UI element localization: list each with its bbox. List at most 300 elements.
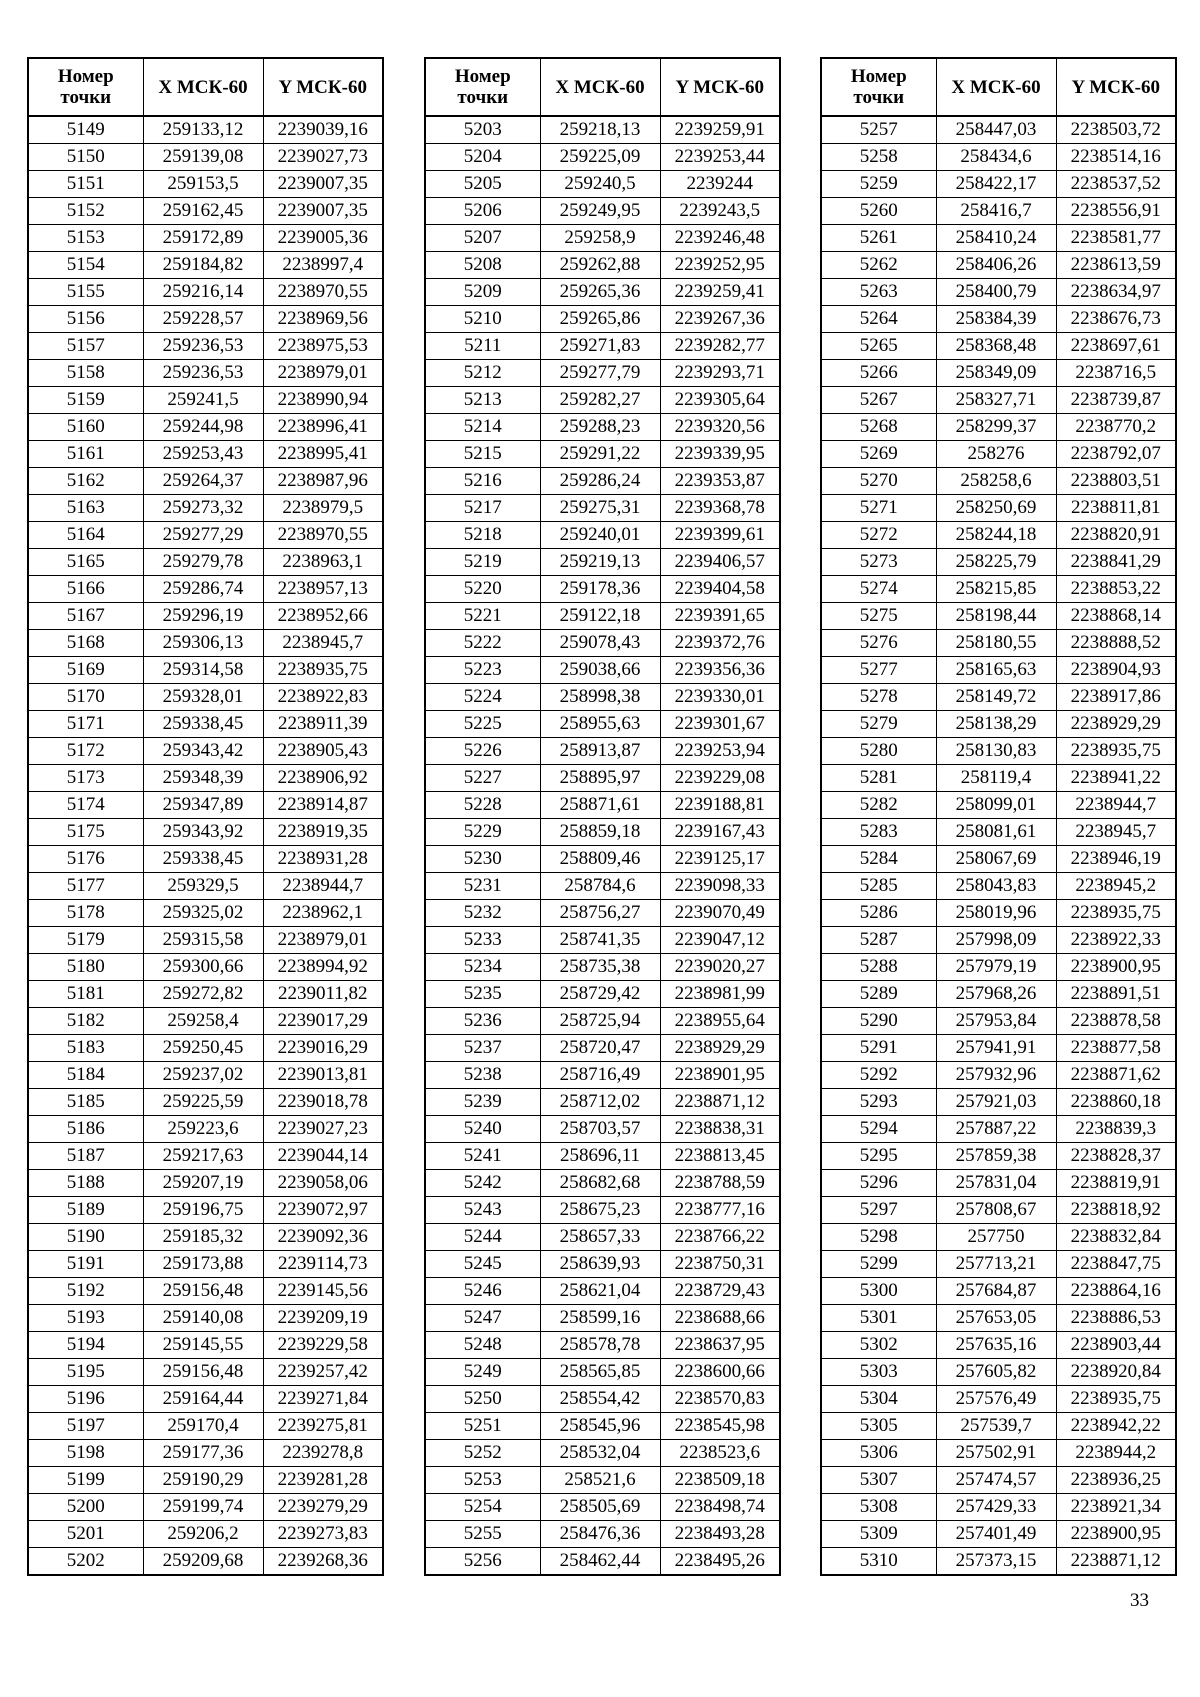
point-number-cell: 5203 [425,116,540,144]
x-coordinate-cell: 259225,59 [143,1089,263,1116]
y-coordinate-cell: 2238803,51 [1056,468,1176,495]
table-row [425,522,780,549]
table-row [821,360,1176,387]
y-coordinate-cell: 2239005,36 [263,225,383,252]
table-row [821,1386,1176,1413]
table-row [821,630,1176,657]
y-coordinate-cell: 2239257,42 [263,1359,383,1386]
table-row [821,1359,1176,1386]
table-row [425,1467,780,1494]
table-row [821,1548,1176,1576]
point-number-cell: 5188 [28,1170,143,1197]
x-coordinate-cell: 259078,43 [540,630,660,657]
x-coordinate-cell: 259277,29 [143,522,263,549]
point-number-cell: 5153 [28,225,143,252]
x-coordinate-cell: 258276 [936,441,1056,468]
y-coordinate-cell: 2238935,75 [1056,1386,1176,1413]
y-coordinate-cell: 2238498,74 [660,1494,780,1521]
x-coordinate-cell: 257941,91 [936,1035,1056,1062]
point-number-cell: 5281 [821,765,936,792]
table-row [28,981,383,1008]
y-coordinate-cell: 2239278,8 [263,1440,383,1467]
x-coordinate-cell: 258696,11 [540,1143,660,1170]
y-coordinate-cell: 2238997,4 [263,252,383,279]
x-coordinate-cell: 259237,02 [143,1062,263,1089]
point-number-cell: 5265 [821,333,936,360]
x-coordinate-cell: 258422,17 [936,171,1056,198]
y-coordinate-cell: 2238792,07 [1056,441,1176,468]
y-coordinate-cell: 2239047,12 [660,927,780,954]
x-coordinate-cell: 259196,75 [143,1197,263,1224]
y-coordinate-cell: 2239016,29 [263,1035,383,1062]
point-number-cell: 5233 [425,927,540,954]
x-coordinate-cell: 258657,33 [540,1224,660,1251]
point-number-cell: 5245 [425,1251,540,1278]
point-number-cell: 5190 [28,1224,143,1251]
table-row [425,900,780,927]
y-coordinate-cell: 2239391,65 [660,603,780,630]
y-coordinate-cell: 2238929,29 [660,1035,780,1062]
x-coordinate-cell: 257684,87 [936,1278,1056,1305]
point-number-cell: 5240 [425,1116,540,1143]
point-number-cell: 5300 [821,1278,936,1305]
table-row [821,1089,1176,1116]
y-coordinate-cell: 2238503,72 [1056,116,1176,144]
y-coordinate-cell: 2238813,45 [660,1143,780,1170]
point-number-cell: 5161 [28,441,143,468]
point-number-cell: 5277 [821,657,936,684]
y-coordinate-cell: 2238941,22 [1056,765,1176,792]
x-coordinate-cell: 258545,96 [540,1413,660,1440]
x-coordinate-cell: 257653,05 [936,1305,1056,1332]
header-x-msk60: X МСК-60 [540,58,660,116]
point-number-cell: 5263 [821,279,936,306]
y-coordinate-cell: 2238729,43 [660,1278,780,1305]
y-coordinate-cell: 2238979,01 [263,360,383,387]
point-number-cell: 5183 [28,1035,143,1062]
y-coordinate-cell: 2238868,14 [1056,603,1176,630]
y-coordinate-cell: 2238886,53 [1056,1305,1176,1332]
point-number-cell: 5186 [28,1116,143,1143]
x-coordinate-cell: 257539,7 [936,1413,1056,1440]
y-coordinate-cell: 2239007,35 [263,171,383,198]
x-coordinate-cell: 258043,83 [936,873,1056,900]
table-row [28,522,383,549]
table-row [28,1143,383,1170]
x-coordinate-cell: 257998,09 [936,927,1056,954]
y-coordinate-cell: 2238891,51 [1056,981,1176,1008]
table-row [28,1440,383,1467]
table-row [821,387,1176,414]
coordinates-table-1 [27,57,384,1576]
point-number-cell: 5298 [821,1224,936,1251]
point-number-cell: 5160 [28,414,143,441]
table-row [28,1305,383,1332]
y-coordinate-cell: 2239209,19 [263,1305,383,1332]
y-coordinate-cell: 2238996,41 [263,414,383,441]
x-coordinate-cell: 258327,71 [936,387,1056,414]
y-coordinate-cell: 2238828,37 [1056,1143,1176,1170]
y-coordinate-cell: 2238888,52 [1056,630,1176,657]
point-number-cell: 5194 [28,1332,143,1359]
y-coordinate-cell: 2239253,44 [660,144,780,171]
y-coordinate-cell: 2238739,87 [1056,387,1176,414]
y-coordinate-cell: 2239027,73 [263,144,383,171]
y-coordinate-cell: 2238920,84 [1056,1359,1176,1386]
table-row [28,414,383,441]
point-number-cell: 5229 [425,819,540,846]
x-coordinate-cell: 259219,13 [540,549,660,576]
table-row [425,1035,780,1062]
x-coordinate-cell: 259325,02 [143,900,263,927]
point-number-cell: 5223 [425,657,540,684]
table-row [28,630,383,657]
point-number-cell: 5271 [821,495,936,522]
table-row [821,1116,1176,1143]
table-row [425,711,780,738]
y-coordinate-cell: 2238936,25 [1056,1467,1176,1494]
x-coordinate-cell: 259343,92 [143,819,263,846]
x-coordinate-cell: 259218,13 [540,116,660,144]
table-row [821,1251,1176,1278]
y-coordinate-cell: 2239044,14 [263,1143,383,1170]
x-coordinate-cell: 259162,45 [143,198,263,225]
x-coordinate-cell: 259156,48 [143,1278,263,1305]
x-coordinate-cell: 257474,57 [936,1467,1056,1494]
table-row [425,116,780,144]
x-coordinate-cell: 259241,5 [143,387,263,414]
point-number-cell: 5246 [425,1278,540,1305]
point-number-cell: 5167 [28,603,143,630]
x-coordinate-cell: 259265,86 [540,306,660,333]
y-coordinate-cell: 2238847,75 [1056,1251,1176,1278]
y-coordinate-cell: 2238975,53 [263,333,383,360]
x-coordinate-cell: 258410,24 [936,225,1056,252]
y-coordinate-cell: 2239252,95 [660,252,780,279]
y-coordinate-cell: 2238922,83 [263,684,383,711]
point-number-cell: 5310 [821,1548,936,1576]
y-coordinate-cell: 2239072,97 [263,1197,383,1224]
point-number-cell: 5227 [425,765,540,792]
table-row [28,171,383,198]
table-row [28,468,383,495]
table-row [821,819,1176,846]
table-row [425,1116,780,1143]
y-coordinate-cell: 2238904,93 [1056,657,1176,684]
x-coordinate-cell: 258521,6 [540,1467,660,1494]
y-coordinate-cell: 2239007,35 [263,198,383,225]
table-row [425,738,780,765]
table-row [425,1008,780,1035]
point-number-cell: 5212 [425,360,540,387]
table-row [821,414,1176,441]
y-coordinate-cell: 2238994,92 [263,954,383,981]
header-point-number: Номер точки [28,58,143,116]
table-row [821,1170,1176,1197]
table-row [821,900,1176,927]
x-coordinate-cell: 259306,13 [143,630,263,657]
x-coordinate-cell: 259177,36 [143,1440,263,1467]
y-coordinate-cell: 2239305,64 [660,387,780,414]
y-coordinate-cell: 2239229,58 [263,1332,383,1359]
point-number-cell: 5169 [28,657,143,684]
y-coordinate-cell: 2238900,95 [1056,954,1176,981]
point-number-cell: 5155 [28,279,143,306]
x-coordinate-cell: 259184,82 [143,252,263,279]
table-row [425,954,780,981]
header-y-msk60: Y МСК-60 [1056,58,1176,116]
y-coordinate-cell: 2238820,91 [1056,522,1176,549]
point-number-cell: 5304 [821,1386,936,1413]
x-coordinate-cell: 258703,57 [540,1116,660,1143]
y-coordinate-cell: 2238878,58 [1056,1008,1176,1035]
y-coordinate-cell: 2238688,66 [660,1305,780,1332]
y-coordinate-cell: 2238838,31 [660,1116,780,1143]
x-coordinate-cell: 259240,01 [540,522,660,549]
table-row [28,387,383,414]
y-coordinate-cell: 2238990,94 [263,387,383,414]
x-coordinate-cell: 257429,33 [936,1494,1056,1521]
y-coordinate-cell: 2238942,22 [1056,1413,1176,1440]
table-row [28,603,383,630]
y-coordinate-cell: 2238970,55 [263,522,383,549]
y-coordinate-cell: 2238509,18 [660,1467,780,1494]
x-coordinate-cell: 258462,44 [540,1548,660,1576]
table-row [28,1251,383,1278]
table-row [821,576,1176,603]
point-number-cell: 5165 [28,549,143,576]
header-x-msk60: X МСК-60 [143,58,263,116]
table-row [425,684,780,711]
x-coordinate-cell: 257953,84 [936,1008,1056,1035]
x-coordinate-cell: 258741,35 [540,927,660,954]
table-row [425,468,780,495]
x-coordinate-cell: 259223,6 [143,1116,263,1143]
table-row [821,1062,1176,1089]
header-x-msk60: X МСК-60 [936,58,1056,116]
y-coordinate-cell: 2238864,16 [1056,1278,1176,1305]
x-coordinate-cell: 259286,74 [143,576,263,603]
y-coordinate-cell: 2239246,48 [660,225,780,252]
y-coordinate-cell: 2239244 [660,171,780,198]
point-number-cell: 5157 [28,333,143,360]
table-row [425,1305,780,1332]
x-coordinate-cell: 258554,42 [540,1386,660,1413]
table-row [28,1197,383,1224]
y-coordinate-cell: 2238871,12 [1056,1548,1176,1576]
point-number-cell: 5283 [821,819,936,846]
x-coordinate-cell: 259272,82 [143,981,263,1008]
point-number-cell: 5196 [28,1386,143,1413]
table-row [425,279,780,306]
table-row [425,1386,780,1413]
x-coordinate-cell: 258784,6 [540,873,660,900]
y-coordinate-cell: 2238957,13 [263,576,383,603]
point-number-cell: 5206 [425,198,540,225]
table-row [821,306,1176,333]
y-coordinate-cell: 2239281,28 [263,1467,383,1494]
x-coordinate-cell: 258165,63 [936,657,1056,684]
table-row [821,333,1176,360]
x-coordinate-cell: 259170,4 [143,1413,263,1440]
header-point-number: Номер точки [425,58,540,116]
x-coordinate-cell: 259264,37 [143,468,263,495]
y-coordinate-cell: 2238537,52 [1056,171,1176,198]
table-row [425,927,780,954]
y-coordinate-cell: 2239339,95 [660,441,780,468]
x-coordinate-cell: 259207,19 [143,1170,263,1197]
x-coordinate-cell: 259173,88 [143,1251,263,1278]
point-number-cell: 5243 [425,1197,540,1224]
y-coordinate-cell: 2238944,2 [1056,1440,1176,1467]
y-coordinate-cell: 2238860,18 [1056,1089,1176,1116]
point-number-cell: 5268 [821,414,936,441]
x-coordinate-cell: 258119,4 [936,765,1056,792]
y-coordinate-cell: 2239268,36 [263,1548,383,1576]
table-row [821,1143,1176,1170]
point-number-cell: 5214 [425,414,540,441]
table-row [28,1413,383,1440]
table-row [28,846,383,873]
table-row [425,441,780,468]
coordinate-tables [27,57,1173,1569]
y-coordinate-cell: 2238716,5 [1056,360,1176,387]
point-number-cell: 5163 [28,495,143,522]
point-number-cell: 5261 [821,225,936,252]
point-number-cell: 5181 [28,981,143,1008]
y-coordinate-cell: 2239406,57 [660,549,780,576]
x-coordinate-cell: 258130,83 [936,738,1056,765]
table-row [28,1062,383,1089]
x-coordinate-cell: 257979,19 [936,954,1056,981]
point-number-cell: 5241 [425,1143,540,1170]
y-coordinate-cell: 2238921,34 [1056,1494,1176,1521]
x-coordinate-cell: 258099,01 [936,792,1056,819]
point-number-cell: 5294 [821,1116,936,1143]
point-number-cell: 5259 [821,171,936,198]
x-coordinate-cell: 258019,96 [936,900,1056,927]
x-coordinate-cell: 259258,9 [540,225,660,252]
y-coordinate-cell: 2238935,75 [1056,738,1176,765]
x-coordinate-cell: 258447,03 [936,116,1056,144]
point-number-cell: 5269 [821,441,936,468]
table-row [425,576,780,603]
x-coordinate-cell: 258716,49 [540,1062,660,1089]
table-row [425,819,780,846]
y-coordinate-cell: 2238914,87 [263,792,383,819]
x-coordinate-cell: 258712,02 [540,1089,660,1116]
x-coordinate-cell: 258225,79 [936,549,1056,576]
table-row [821,1413,1176,1440]
point-number-cell: 5197 [28,1413,143,1440]
x-coordinate-cell: 257373,15 [936,1548,1056,1576]
y-coordinate-cell: 2238929,29 [1056,711,1176,738]
table-row [821,468,1176,495]
point-number-cell: 5192 [28,1278,143,1305]
point-number-cell: 5149 [28,116,143,144]
table-row [425,1224,780,1251]
x-coordinate-cell: 258476,36 [540,1521,660,1548]
table-row [28,1278,383,1305]
table-row [425,765,780,792]
point-number-cell: 5179 [28,927,143,954]
table-row [821,495,1176,522]
table-row [28,1467,383,1494]
table-row [425,981,780,1008]
y-coordinate-cell: 2238634,97 [1056,279,1176,306]
x-coordinate-cell: 259286,24 [540,468,660,495]
x-coordinate-cell: 259190,29 [143,1467,263,1494]
point-number-cell: 5295 [821,1143,936,1170]
y-coordinate-cell: 2238832,84 [1056,1224,1176,1251]
table-row [28,441,383,468]
y-coordinate-cell: 2238962,1 [263,900,383,927]
table-row [425,144,780,171]
table-row [425,1251,780,1278]
point-number-cell: 5286 [821,900,936,927]
point-number-cell: 5150 [28,144,143,171]
table-row [425,1494,780,1521]
table-row [821,1332,1176,1359]
x-coordinate-cell: 258621,04 [540,1278,660,1305]
point-number-cell: 5217 [425,495,540,522]
x-coordinate-cell: 259139,08 [143,144,263,171]
x-coordinate-cell: 259347,89 [143,792,263,819]
table-row [425,846,780,873]
table-row [28,819,383,846]
table-row [28,495,383,522]
table-row [821,522,1176,549]
y-coordinate-cell: 2238697,61 [1056,333,1176,360]
table-row [821,1278,1176,1305]
x-coordinate-cell: 259225,09 [540,144,660,171]
x-coordinate-cell: 258416,7 [936,198,1056,225]
table-row [821,1494,1176,1521]
y-coordinate-cell: 2238877,58 [1056,1035,1176,1062]
x-coordinate-cell: 258895,97 [540,765,660,792]
x-coordinate-cell: 258599,16 [540,1305,660,1332]
y-coordinate-cell: 2238818,92 [1056,1197,1176,1224]
table-row [28,1089,383,1116]
table-row [28,873,383,900]
page-number: 33 [1130,1590,1149,1611]
point-number-cell: 5285 [821,873,936,900]
y-coordinate-cell: 2238981,99 [660,981,780,1008]
table-row [28,225,383,252]
y-coordinate-cell: 2239273,83 [263,1521,383,1548]
point-number-cell: 5174 [28,792,143,819]
y-coordinate-cell: 2239167,43 [660,819,780,846]
table-row [425,306,780,333]
point-number-cell: 5158 [28,360,143,387]
table-row [28,1521,383,1548]
y-coordinate-cell: 2239271,84 [263,1386,383,1413]
table-row [425,495,780,522]
y-coordinate-cell: 2239125,17 [660,846,780,873]
point-number-cell: 5288 [821,954,936,981]
table-row [425,1440,780,1467]
table-row [425,603,780,630]
table-row [28,198,383,225]
point-number-cell: 5216 [425,468,540,495]
table-row [425,792,780,819]
table-row [28,116,383,144]
point-number-cell: 5307 [821,1467,936,1494]
y-coordinate-cell: 2239301,67 [660,711,780,738]
table-row [28,1548,383,1576]
table-row [821,738,1176,765]
x-coordinate-cell: 257859,38 [936,1143,1056,1170]
